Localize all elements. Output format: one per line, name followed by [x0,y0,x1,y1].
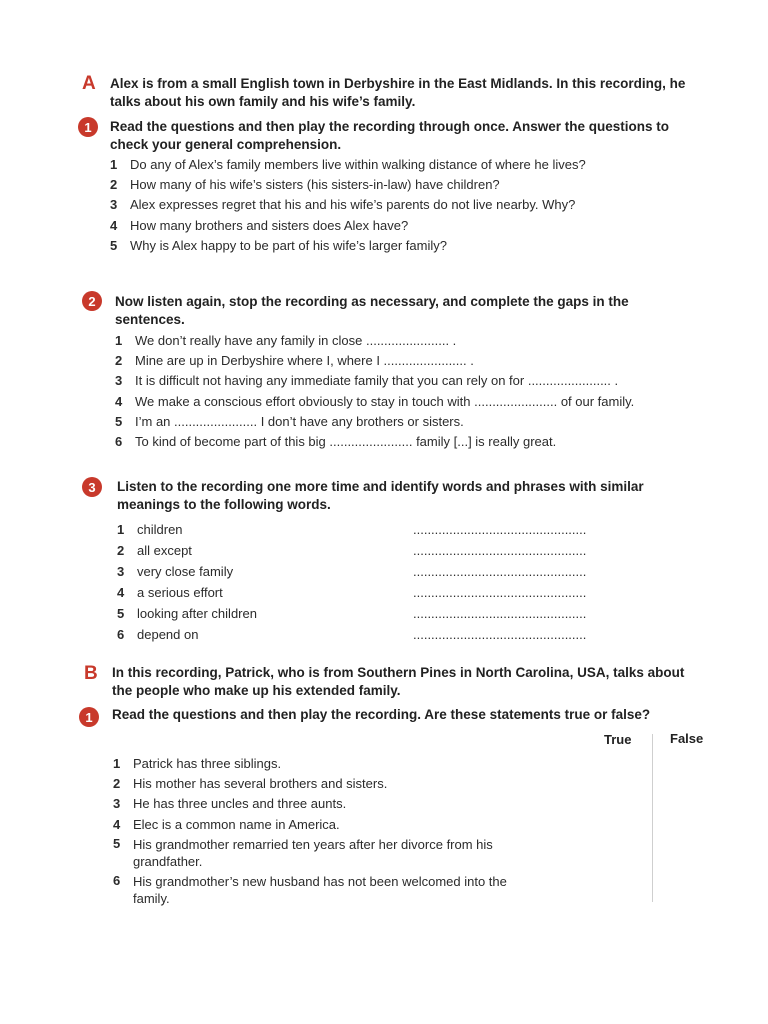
item-number: 5 [117,606,125,621]
item-text: His grandmother remarried ten years after her divorce from his grandfather. [133,836,493,869]
item-number: 5 [113,835,121,851]
answer-line[interactable]: ................................................ [413,522,587,537]
item-text: Elec is a common name in America. [133,816,340,832]
item-text: His mother has several brothers and sisters. [133,776,388,792]
true-false-divider [652,734,653,902]
item-text: Alex expresses regret that his and his wife’s parents do not live nearby. Why? [130,197,576,213]
item-text: Do any of Alex’s family members live within walking distance of where he lives? [130,157,586,172]
item-text: We make a conscious effort obviously to stay in touch with ....................... of our family. [135,393,635,409]
item-number: 4 [110,217,118,233]
false-column-header: False [670,731,704,746]
item-number: 6 [113,872,121,888]
item-number: 2 [117,543,125,558]
item-text: Patrick has three siblings. [133,756,282,771]
item-number: 1 [115,333,123,348]
question-b1-instruction: Read the questions and then play the recording. Are these statements true or false? [112,707,651,722]
item-text: It is difficult not having any immediate family that you can rely on for ....................... . [135,373,619,389]
item-text: looking after children [137,606,257,621]
item-number: 4 [113,816,121,832]
item-text: Why is Alex happy to be part of his wife’s larger family? [130,237,447,253]
item-number: 1 [117,522,125,537]
item-text: His grandmother’s new husband has not been welcomed into the family. [133,873,507,906]
item-text: children [137,522,183,537]
item-number: 2 [110,177,118,193]
question-a1-badge: 1 [78,117,98,137]
answer-line[interactable]: ................................................ [413,585,587,600]
item-number: 3 [110,197,118,213]
item-text: He has three uncles and three aunts. [133,796,347,812]
item-number: 5 [110,237,118,253]
question-a3-instruction: Listen to the recording one more time and identify words and phrases with similar meanings to the following words. [117,479,644,512]
true-column-header: True [604,732,632,747]
item-number: 2 [115,353,123,369]
item-text: To kind of become part of this big ....................... family [...] is really great. [135,433,557,449]
item-number: 5 [115,413,123,429]
item-number: 3 [117,564,125,579]
item-number: 1 [113,756,121,771]
item-number: 6 [115,433,123,449]
item-text: depend on [137,627,199,642]
section-a-letter: A [82,73,96,94]
item-text: very close family [137,564,234,579]
question-a3-badge: 3 [82,477,102,497]
item-text: We don’t really have any family in close ....................... . [135,333,457,348]
item-number: 2 [113,776,121,792]
item-text: a serious effort [137,585,223,600]
answer-line[interactable]: ................................................ [413,627,587,642]
question-a1-instruction: Read the questions and then play the recording through once. Answer the questions to check your general comprehension. [110,119,670,152]
item-text: How many of his wife’s sisters (his sisters-in-law) have children? [130,177,500,193]
question-b1-badge: 1 [79,707,99,727]
section-a-intro: Alex is from a small English town in Derbyshire in the East Midlands. In this recording, he talks about his own family and his wife’s family. [110,76,686,109]
item-number: 3 [115,373,123,389]
item-text: How many brothers and sisters does Alex have? [130,217,409,233]
question-a2-badge: 2 [82,291,102,311]
answer-line[interactable]: ................................................ [413,606,587,621]
item-text: Mine are up in Derbyshire where I, where I ....................... . [135,353,474,369]
item-number: 4 [115,393,123,409]
item-number: 3 [113,796,121,812]
question-a2-instruction: Now listen again, stop the recording as necessary, and complete the gaps in the sentences. [115,294,629,327]
answer-line[interactable]: ................................................ [413,543,587,558]
item-number: 1 [110,157,118,172]
item-text: all except [137,543,192,558]
item-number: 4 [117,585,125,600]
section-b-letter: B [84,663,98,684]
item-number: 6 [117,627,125,642]
section-b-intro: In this recording, Patrick, who is from Southern Pines in North Carolina, USA, talks about the people who make up his extended family. [112,665,685,698]
answer-line[interactable]: ................................................ [413,564,587,579]
item-text: I’m an ....................... I don’t have any brothers or sisters. [135,413,464,429]
